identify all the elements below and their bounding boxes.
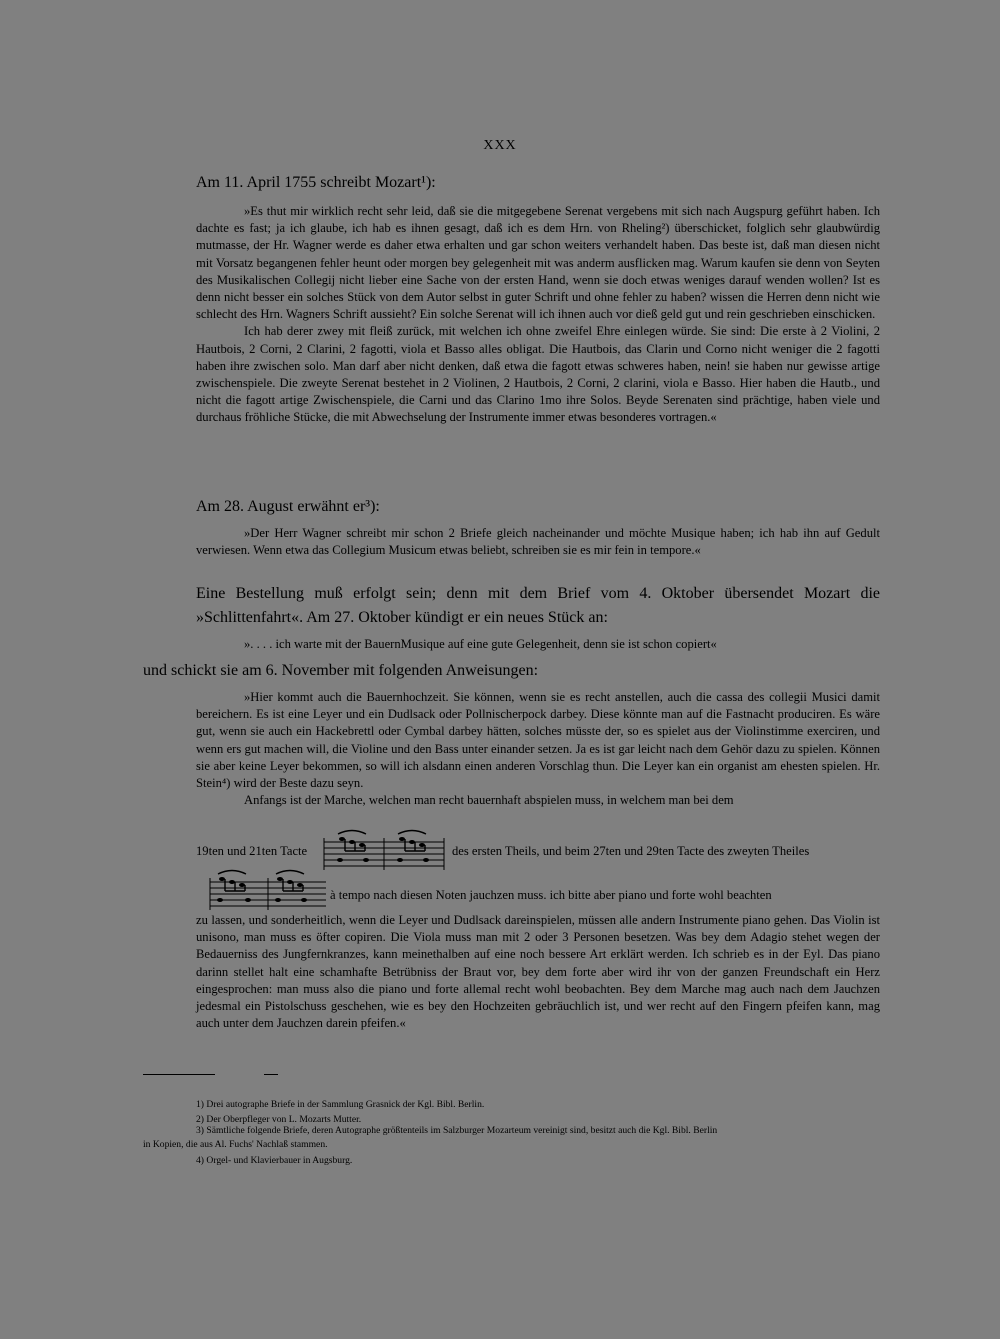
footnote-4: 4) Orgel- und Klavierbauer in Augsburg. (196, 1155, 353, 1166)
music-notation-1 (322, 826, 446, 874)
footnote-2: 2) Der Oberpfleger von L. Mozarts Mutter. (196, 1114, 362, 1125)
quote-april-paragraph-1: »Es thut mir wirklich recht sehr leid, daß sie die mitgegebene Serenat vergebens mit sich nach Augspurg geführt haben. Ich dachte es fast; ja ich glaube, ich hab es ihnen gesagt, daß ich es dem Hrn. von Rheling²) überschicket, folglich sehr glaubwürdig mutmasse, der Hr. Wagner werde es daher etwa erhalten und gar schon weiters verhandelt haben. Das beste ist, daß man diesen nicht mit Vorsatz begangenen fehler heunt oder morgen bey gelegenheit mit was anderm ausflicken mag. Warum kaufen sie denn von Seyten des Musikalischen Collegij nicht lieber eine Sache von der ersten Hand, wenn sie doch etwas weniges darauf wenden wollen? Ist es denn nicht besser ein solches Stück von dem Autor selbst in guter Schrift und ohne fehler zu haben? wissen die Herren denn nicht wie schlecht des Hrn. Wagners Schrift aussieht? Ein solche Serenat will ich ihnen auch vor dieß geld gut und rein geschrieben einschicken. (196, 204, 880, 322)
quote-november-letter (196, 689, 880, 809)
page-number: XXX (483, 138, 517, 153)
body-paragraph-november: und schickt sie am 6. November mit folgenden Anweisungen: (143, 662, 539, 679)
footnote-1: 1) Drei autographe Briefe in der Sammlung Grasnick der Kgl. Bibl. Berlin. (196, 1099, 485, 1110)
music-line-1-right-text: des ersten Theils, und beim 27ten und 29ten Tacte des zweyten Theiles (452, 844, 810, 858)
footnote-rule-short (264, 1074, 278, 1075)
quote-april-paragraph-2: Ich hab derer zwey mit fleiß zurück, mit welchen ich ohne zweifel Ehre einlegen würde. Sie sind: Die erste à 2 Violini, 2 Hautbois, 2 Corni, 2 Clarini, 2 fagotti, viola et Basso alles obligat. Die Hautbois, das Clarin und Corno nicht weniger die 2 fagotti haben ihre zwischen solo. Man darf aber nicht denken, daß etwa die fagott etwas schweres haben, nein! sie haben nur gewisse artige zwischenspiele. Die zweyte Serenat bestehet in 2 Violinen, 2 Hautbois, 2 Corni, 2 clarini, viola e Basso. Hier haben die Hautb., und nicht die fagott artige Zwischenspiele, die Carni und das Clarino 1mo ihre Solos. Beyde Serenaten sind prächtige, haben viele und durchaus fröhliche Stücke, die mit Abwechselung der Instrumente immer etwas besonderes vortragen.« (196, 324, 880, 425)
quote-november-paragraph-3: zu lassen, und sonderheitlich, wenn die Leyer und Dudlsack dareinspielen, müssen alle andern Instrumente piano gehen. Das Violin ist unisono, man muss es öfter copiren. Die Viola muss man mit 2 oder 3 Personen besetzen. Was bey dem Adagio stehet wegen der Bedauerniss des Jungfernkranzes, kann meinethalben auf eine noch bessere Art erklärt werden. Ich schrieb es in der Eyl. Das piano darinn stellet halt eine schamhafte Betrübniss der Braut vor, bey dem forte aber wird ihr von der ganzen Freundschaft ein Herz eingesprochen: man muss also die piano und forte allemal recht wohl beobachten. Bey dem Marche mag auch nach dem Jauchzen jedesmal ein Pistolschuss geschehen, wie es bey den Hochzeiten gebräuchlich ist, und wer recht auf den Fingern pfeifen kann, mag auch unter dem Jauchzen darein pfeifen.« (196, 913, 880, 1031)
footnote-3: 3) Sämtliche folgende Briefe, deren Autographe größtenteils im Salzburger Mozarteum vereinigt sind, besitzt auch die Kgl. Bibl. Berlin (196, 1125, 718, 1136)
quote-november-paragraph-1: »Hier kommt auch die Bauernhochzeit. Sie können, wenn sie es recht anstellen, auch die cassa des collegii Musici damit bereichern. Es ist eine Leyer und ein Dudlsack oder Pollnischerpock darbey. Diese könnte man auf die Fastnacht produciren. Es wäre gut, wenn sie auch ein Hackebrettl oder Cymbal darbey hätten, solches müsste der, so es spielet aus der Violinstimme exerciren, und wenn ers gut machen will, die Violine und den Bass unter einander setzen. Ja es ist gar leicht nach dem Gehör dazu zu spielen. Können sie aber keine Leyer bekommen, so will ich alsdann einen anderen Vorschlag thun. Die Leyer kan ein organist am ehesten spielen. Hr. Stein⁴) wird der Beste dazu seyn. (196, 690, 880, 791)
music-line-1-left-text: 19ten und 21ten Tacte (196, 844, 308, 858)
music-notation-2 (208, 868, 328, 912)
quote-november-paragraph-2: Anfangs ist der Marche, welchen man recht bauernhaft abspielen muss, in welchem man bei dem (244, 793, 734, 808)
body-paragraph-order: Eine Bestellung muß erfolgt sein; denn mit dem Brief vom 4. Oktober übersendet Mozart die »Schlittenfahrt«. Am 27. Oktober kündigt er ein neues Stück an: (196, 585, 880, 626)
quote-august-paragraph: »Der Herr Wagner schreibt mir schon 2 Briefe gleich nacheinander und möchte Musique haben; ich hab ihn auf Gedult verwiesen. Wenn etwa das Collegium Musicum etwas beliebt, schreiben sie es mir fein in tempore.« (196, 526, 880, 558)
quote-october-letter (196, 636, 880, 653)
quote-october-paragraph: ». . . . ich warte mit der BauernMusique auf eine gute Gelegenheit, denn sie ist schon copiert« (244, 637, 717, 651)
heading-april: Am 11. April 1755 schreibt Mozart¹): (196, 174, 436, 191)
footnote-rule (143, 1074, 215, 1075)
quote-april-letter (196, 203, 880, 427)
footnote-3-continued: in Kopien, die aus Al. Fuchs' Nachlaß stammen. (143, 1139, 328, 1150)
quote-august-letter (196, 525, 880, 559)
heading-august: Am 28. August erwähnt er³): (196, 498, 380, 515)
quote-november-continued (196, 912, 880, 1032)
music-line-2-text: à tempo nach diesen Noten jauchzen muss. ich bitte aber piano und forte wohl beachten (330, 888, 772, 902)
